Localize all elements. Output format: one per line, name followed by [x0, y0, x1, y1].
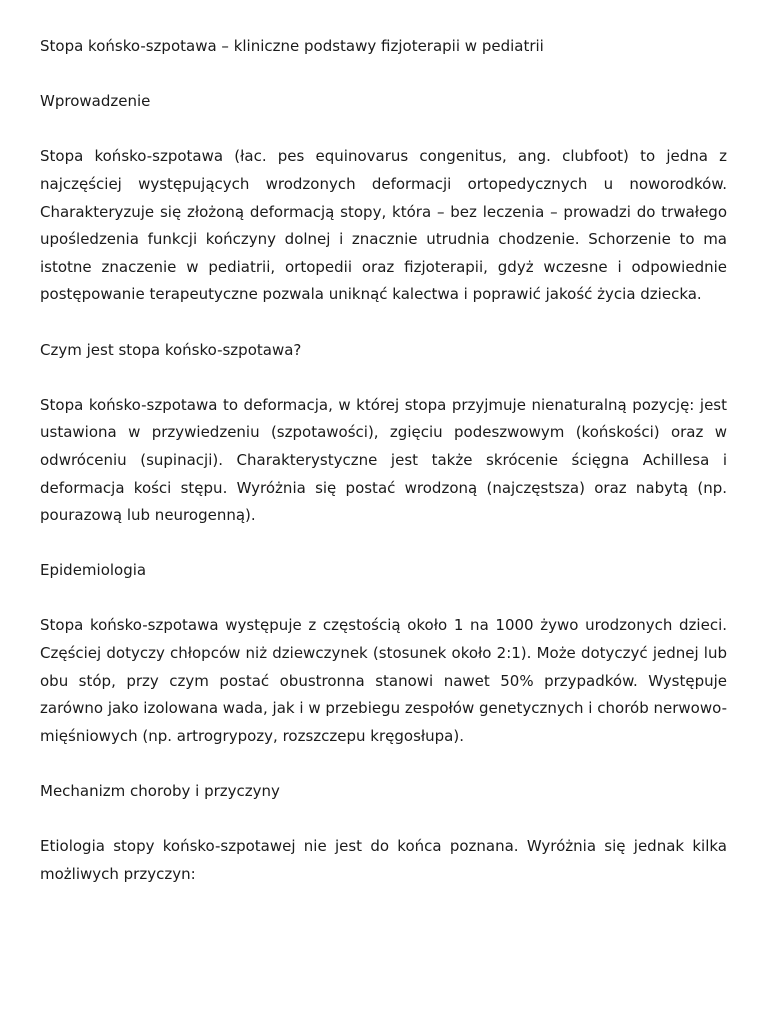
spacer	[40, 61, 727, 89]
document-title: Stopa końsko-szpotawa – kliniczne podstawy fizjoterapii w pediatrii	[40, 37, 544, 55]
spacer	[40, 530, 727, 558]
section-paragraph-mechanism: Etiologia stopy końsko-szpotawej nie jest do końca poznana. Wyróżnia się jednak kilka możliwych przyczyn:	[40, 837, 727, 883]
section-heading-mechanism: Mechanizm choroby i przyczyny	[40, 782, 280, 801]
section-paragraph-epidemiology: Stopa końsko-szpotawa występuje z częstością około 1 na 1000 żywo urodzonych dzieci. Częściej dotyczy chłopców niż dziewczynek (stosunek około 2:1). Może dotyczyć jednej lub obu stóp, przy czym postać obustronna stanowi nawet 50% przypadków. Występuje zarówno jako izolowana wada, jak i w przebiegu zespołów genetycznych i chorób nerwowo-mięśniowych (np. artrogrypozy, rozszczepu kręgosłupa).	[40, 616, 727, 745]
section-heading-epidemiology: Epidemiologia	[40, 561, 147, 580]
section-paragraph-introduction: Stopa końsko-szpotawa (łac. pes equinovarus congenitus, ang. clubfoot) to jedna z najczęściej występujących wrodzonych deformacji ortopedycznych u noworodków. Charakteryzuje się złożoną deformacją stopy, która – bez leczenia – prowadzi do trwałego upośledzenia funkcji kończyny dolnej i znacznie utrudnia chodzenie. Schorzenie to ma istotne znaczenie w pediatrii, ortopedii oraz fizjoterapii, gdyż wczesne i odpowiednie postępowanie terapeutyczne pozwala uniknąć kalectwa i poprawić jakość życia dziecka.	[40, 147, 727, 304]
spacer	[40, 364, 727, 392]
spacer	[40, 309, 727, 337]
section-paragraph-definition: Stopa końsko-szpotawa to deformacja, w której stopa przyjmuje nienaturalną pozycję: jest ustawiona w przywiedzeniu (szpotawości), zgięciu podeszwowym (końskości) oraz w odwróceniu (supinacji). Charakterystyczne jest także skrócenie ścięgna Achillesa i deformacja kości stępu. Wyróżnia się postać wrodzoną (najczęstsza) oraz nabytą (np. pourazową lub neurogenną).	[40, 395, 727, 525]
section-heading-definition: Czym jest stopa końsko-szpotawa?	[40, 340, 302, 359]
spacer	[40, 806, 727, 834]
spacer	[40, 750, 727, 778]
section-heading-introduction: Wprowadzenie	[40, 92, 151, 111]
document-page	[40, 33, 727, 888]
spacer	[40, 116, 727, 144]
spacer	[40, 585, 727, 613]
